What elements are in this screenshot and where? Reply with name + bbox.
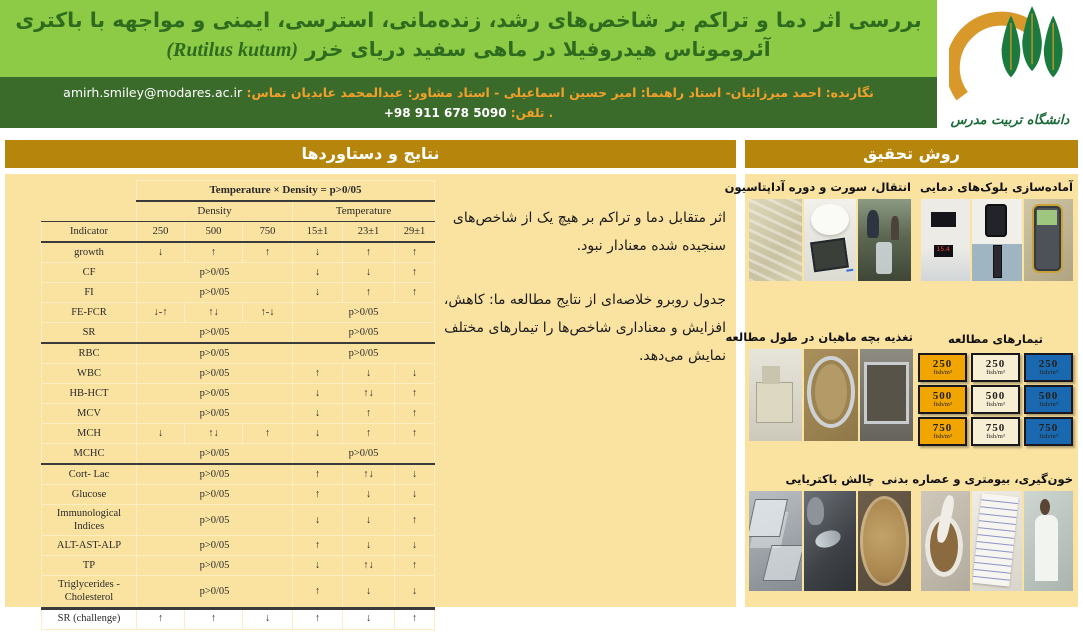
fish-water-photo bbox=[749, 199, 802, 281]
treatment-density-unit: fish/m³ bbox=[986, 433, 1005, 441]
method-feeding-photos bbox=[749, 349, 913, 441]
table-cell: ↑ bbox=[395, 283, 435, 303]
table-row bbox=[42, 485, 435, 505]
datasheet-photo bbox=[972, 491, 1021, 591]
treatment-density-unit: fish/m³ bbox=[933, 369, 952, 377]
methods-section-header: روش تحقیق bbox=[745, 140, 1078, 168]
table-cell: p>0/05 bbox=[293, 323, 435, 344]
table-row-label: SR (challenge) bbox=[42, 608, 137, 629]
table-row-label: ALT-AST-ALP bbox=[42, 536, 137, 556]
table-cell: p>0/05 bbox=[137, 283, 293, 303]
table-cell: ↓ bbox=[293, 384, 343, 404]
results-paragraph-2: جدول روبرو خلاصه‌ای از نتایج مطالعه ما: کاهش، افزایش و معناداری شاخص‌ها را تیمارهای مختلف نمایش می‌دهد. bbox=[443, 292, 726, 364]
table-cell: ↑ bbox=[243, 242, 293, 263]
table-cell: p>0/05 bbox=[137, 536, 293, 556]
fish-hand-photo bbox=[804, 491, 857, 591]
table-cell: ↓ bbox=[343, 263, 395, 283]
treatment-density-value: 500 bbox=[985, 390, 1006, 403]
table-cell: p>0/05 bbox=[137, 404, 293, 424]
table-cell: p>0/05 bbox=[137, 444, 293, 465]
table-cell: ↑ bbox=[185, 242, 243, 263]
table-row-label: Glucose bbox=[42, 485, 137, 505]
university-logo bbox=[937, 0, 1083, 132]
table-column-header: 23±1 bbox=[343, 222, 395, 243]
phone-line bbox=[0, 106, 937, 120]
table-cell: ↓ bbox=[293, 283, 343, 303]
method-transfer-label: انتقال، سورت و دوره آداپتاسیون bbox=[724, 180, 911, 194]
table-cell: ↓ bbox=[293, 424, 343, 444]
table-cell: ↑↓ bbox=[343, 464, 395, 485]
table-row-label: TP bbox=[42, 556, 137, 576]
table-cell: ↑ bbox=[395, 556, 435, 576]
university-name: دانشگاه تربیت مدرس bbox=[950, 113, 1070, 128]
treatment-cell-500 bbox=[1024, 385, 1073, 414]
table-row-label: Cort- Lac bbox=[42, 464, 137, 485]
table-cell: ↑ bbox=[343, 283, 395, 303]
table-cell: p>0/05 bbox=[137, 576, 293, 608]
method-feeding-label: تغذیه بچه ماهیان در طول مطالعه bbox=[725, 330, 913, 344]
table-row bbox=[42, 576, 435, 608]
treatment-density-unit: fish/m³ bbox=[1039, 401, 1058, 409]
treatment-cell-500 bbox=[918, 385, 967, 414]
treatment-density-unit: fish/m³ bbox=[986, 401, 1005, 409]
contact-email[interactable]: amirh.smiley@modares.ac.ir bbox=[63, 85, 243, 100]
table-cell: p>0/05 bbox=[137, 505, 293, 536]
table-row bbox=[42, 303, 435, 323]
results-panel bbox=[5, 174, 736, 625]
table-row bbox=[42, 608, 435, 629]
table-cell: ↑↓ bbox=[185, 303, 243, 323]
table-column-header: 750 bbox=[243, 222, 293, 243]
table-cell: ↑ bbox=[395, 384, 435, 404]
phone-label: . تلفن: bbox=[510, 106, 554, 120]
timer-tank-photo bbox=[972, 199, 1021, 281]
table-cell: p>0/05 bbox=[137, 343, 293, 364]
table-cell: ↓ bbox=[293, 505, 343, 536]
treatment-density-unit: fish/m³ bbox=[1039, 433, 1058, 441]
table-cell: ↑ bbox=[343, 404, 395, 424]
table-cell: p>0/05 bbox=[293, 303, 435, 323]
treatment-cell-250 bbox=[1024, 353, 1073, 382]
people-bag-photo bbox=[858, 199, 911, 281]
table-column-header: 29±1 bbox=[395, 222, 435, 243]
table-cell: ↑ bbox=[293, 608, 343, 629]
table-row-label: FE-FCR bbox=[42, 303, 137, 323]
table-row-label: Triglycerides - Cholesterol bbox=[42, 576, 137, 608]
table-row-label: SR bbox=[42, 323, 137, 344]
treatment-cell-750 bbox=[1024, 417, 1073, 446]
mortar-photo bbox=[921, 491, 970, 591]
table-row bbox=[42, 505, 435, 536]
table-row-label: CF bbox=[42, 263, 137, 283]
table-column-header: 500 bbox=[185, 222, 243, 243]
table-cell: ↑ bbox=[243, 424, 293, 444]
table-row-label: WBC bbox=[42, 364, 137, 384]
table-column-header: 250 bbox=[137, 222, 185, 243]
treatment-density-value: 750 bbox=[932, 422, 953, 435]
lab-person-photo bbox=[1024, 491, 1073, 591]
table-row-label: RBC bbox=[42, 343, 137, 364]
table-row-label: growth bbox=[42, 242, 137, 263]
results-text bbox=[436, 204, 726, 396]
university-logo-icon bbox=[949, 2, 1071, 104]
results-table-body bbox=[42, 181, 435, 630]
table-row bbox=[42, 536, 435, 556]
poster-title-line2-fa: آئروموناس هیدروفیلا در ماهی سفید دریای خزر bbox=[305, 36, 771, 61]
table-cell: ↑ bbox=[293, 485, 343, 505]
table-row-label: MCH bbox=[42, 424, 137, 444]
table-row-label: MCV bbox=[42, 404, 137, 424]
table-row bbox=[42, 364, 435, 384]
thermostat-photo bbox=[921, 199, 970, 281]
table-cell: ↑ bbox=[137, 608, 185, 629]
method-blood-photos bbox=[921, 491, 1073, 591]
feed-tray-photo bbox=[860, 349, 913, 441]
table-cell: p>0/05 bbox=[137, 263, 293, 283]
method-blood bbox=[881, 472, 1073, 591]
methods-panel bbox=[724, 174, 1078, 607]
authors-line bbox=[0, 85, 937, 100]
table-cell: ↓ bbox=[343, 576, 395, 608]
table-cell: ↓ bbox=[293, 263, 343, 283]
poster-title-line2 bbox=[0, 36, 937, 63]
species-latin-name: (Rutilus kutum) bbox=[166, 38, 299, 61]
table-cell: ↓ bbox=[395, 464, 435, 485]
method-challenge-label: چالش باکتریایی bbox=[785, 472, 875, 486]
net-tank-photo bbox=[804, 199, 857, 281]
results-paragraph-1: اثر متقابل دما و تراکم بر هیچ یک از شاخص‌های سنجیده شده معنادار نبود. bbox=[452, 210, 726, 254]
table-row bbox=[42, 444, 435, 465]
table-cell: ↑↓ bbox=[343, 556, 395, 576]
table-cell: ↑-↓ bbox=[243, 303, 293, 323]
table-row bbox=[42, 343, 435, 364]
table-cell: ↓ bbox=[243, 608, 293, 629]
table-cell: ↑ bbox=[293, 536, 343, 556]
table-row bbox=[42, 404, 435, 424]
table-row-label: HB-HCT bbox=[42, 384, 137, 404]
table-cell: ↓ bbox=[343, 485, 395, 505]
sieve-photo bbox=[804, 349, 857, 441]
table-cell: ↓ bbox=[293, 556, 343, 576]
table-cell: ↓ bbox=[395, 576, 435, 608]
table-group-header: Temperature bbox=[293, 201, 435, 222]
table-row bbox=[42, 323, 435, 344]
table-cell: p>0/05 bbox=[137, 323, 293, 344]
table-cell: ↑↓ bbox=[343, 384, 395, 404]
table-cell: p>0/05 bbox=[137, 384, 293, 404]
table-cell: p>0/05 bbox=[137, 464, 293, 485]
aquaria-photo bbox=[749, 491, 802, 591]
table-cell: ↑ bbox=[293, 364, 343, 384]
treatment-density-value: 500 bbox=[932, 390, 953, 403]
method-transfer bbox=[724, 180, 911, 281]
method-challenge-photos bbox=[749, 491, 911, 591]
treatment-density-unit: fish/m³ bbox=[933, 401, 952, 409]
table-cell: ↑ bbox=[343, 242, 395, 263]
table-cell: ↑ bbox=[395, 608, 435, 629]
results-table bbox=[41, 180, 435, 630]
table-row bbox=[42, 242, 435, 263]
method-temp-blocks-photos bbox=[921, 199, 1073, 281]
treatment-cell-500 bbox=[971, 385, 1020, 414]
method-challenge bbox=[749, 472, 911, 591]
method-feeding bbox=[725, 330, 913, 441]
results-section-header: نتایج و دستاوردها bbox=[5, 140, 736, 168]
treatment-cell-250 bbox=[918, 353, 967, 382]
table-row-label: FI bbox=[42, 283, 137, 303]
authors-band bbox=[0, 77, 937, 128]
table-row bbox=[42, 424, 435, 444]
table-cell: ↑ bbox=[395, 404, 435, 424]
table-cell: ↓ bbox=[343, 505, 395, 536]
treatment-cell-250 bbox=[971, 353, 1020, 382]
treatment-density-value: 500 bbox=[1038, 390, 1059, 403]
table-corner bbox=[42, 201, 137, 222]
method-treatments bbox=[918, 332, 1073, 446]
table-cell: p>0/05 bbox=[137, 485, 293, 505]
method-temp-blocks bbox=[921, 180, 1073, 281]
petri-photo bbox=[858, 491, 911, 591]
table-row-label: MCHC bbox=[42, 444, 137, 465]
table-cell: ↑ bbox=[395, 242, 435, 263]
method-transfer-photos bbox=[749, 199, 911, 281]
method-temp-blocks-label: آماده‌سازی بلوک‌های دمایی bbox=[920, 180, 1073, 194]
table-cell: ↓ bbox=[395, 485, 435, 505]
table-cell: ↑ bbox=[395, 424, 435, 444]
table-title: Temperature × Density = p>0/05 bbox=[137, 181, 435, 202]
table-cell: p>0/05 bbox=[137, 556, 293, 576]
table-cell: ↓ bbox=[293, 404, 343, 424]
table-cell: ↓-↑ bbox=[137, 303, 185, 323]
treatment-density-unit: fish/m³ bbox=[933, 433, 952, 441]
treatment-density-value: 250 bbox=[932, 358, 953, 371]
table-cell: ↑ bbox=[395, 263, 435, 283]
table-cell: ↑ bbox=[293, 464, 343, 485]
table-cell: ↑ bbox=[395, 505, 435, 536]
table-cell: ↑↓ bbox=[185, 424, 243, 444]
table-cell: ↓ bbox=[137, 424, 185, 444]
table-row bbox=[42, 384, 435, 404]
table-row bbox=[42, 464, 435, 485]
table-cell: p>0/05 bbox=[293, 444, 435, 465]
poster-title-line1: بررسی اثر دما و تراکم بر شاخص‌های رشد، زنده‌مانی، استرسی، ایمنی و مواجهه با باکتری bbox=[15, 8, 922, 32]
treatments-label: تیمارهای مطالعه bbox=[948, 332, 1043, 346]
table-cell: ↓ bbox=[343, 608, 395, 629]
treatment-density-value: 250 bbox=[985, 358, 1006, 371]
table-cell: ↓ bbox=[137, 242, 185, 263]
authors-text: نگارنده: احمد میرزائیان- استاد راهنما: امیر حسین اسماعیلی - استاد مشاور: عبدالمحمد عابدیان تماس: bbox=[246, 85, 874, 100]
table-column-header: 15±1 bbox=[293, 222, 343, 243]
table-row-label: Immunological Indices bbox=[42, 505, 137, 536]
scale-photo bbox=[749, 349, 802, 441]
treatments-grid bbox=[918, 353, 1073, 446]
method-blood-label: خون‌گیری، بیومتری و عصاره بدنی bbox=[881, 472, 1073, 486]
poster-header bbox=[0, 0, 937, 77]
table-cell: ↓ bbox=[395, 364, 435, 384]
treatment-density-value: 750 bbox=[1038, 422, 1059, 435]
treatment-cell-750 bbox=[918, 417, 967, 446]
table-cell: ↓ bbox=[343, 364, 395, 384]
table-row bbox=[42, 556, 435, 576]
table-row bbox=[42, 263, 435, 283]
table-corner bbox=[42, 181, 137, 202]
table-cell: p>0/05 bbox=[137, 364, 293, 384]
treatment-cell-750 bbox=[971, 417, 1020, 446]
table-cell: ↓ bbox=[395, 536, 435, 556]
treatment-density-value: 750 bbox=[985, 422, 1006, 435]
table-cell: ↑ bbox=[185, 608, 243, 629]
table-cell: ↑ bbox=[293, 576, 343, 608]
treatment-density-unit: fish/m³ bbox=[1039, 369, 1058, 377]
table-cell: ↑ bbox=[343, 424, 395, 444]
phone-number: +98 911 678 5090 bbox=[383, 106, 507, 120]
treatment-density-unit: fish/m³ bbox=[986, 369, 1005, 377]
table-group-header: Density bbox=[137, 201, 293, 222]
table-row bbox=[42, 283, 435, 303]
table-cell: ↓ bbox=[293, 242, 343, 263]
thermometer-photo bbox=[1024, 199, 1073, 281]
table-column-header: Indicator bbox=[42, 222, 137, 243]
table-cell: ↓ bbox=[343, 536, 395, 556]
treatment-density-value: 250 bbox=[1038, 358, 1059, 371]
table-cell: p>0/05 bbox=[293, 343, 435, 364]
